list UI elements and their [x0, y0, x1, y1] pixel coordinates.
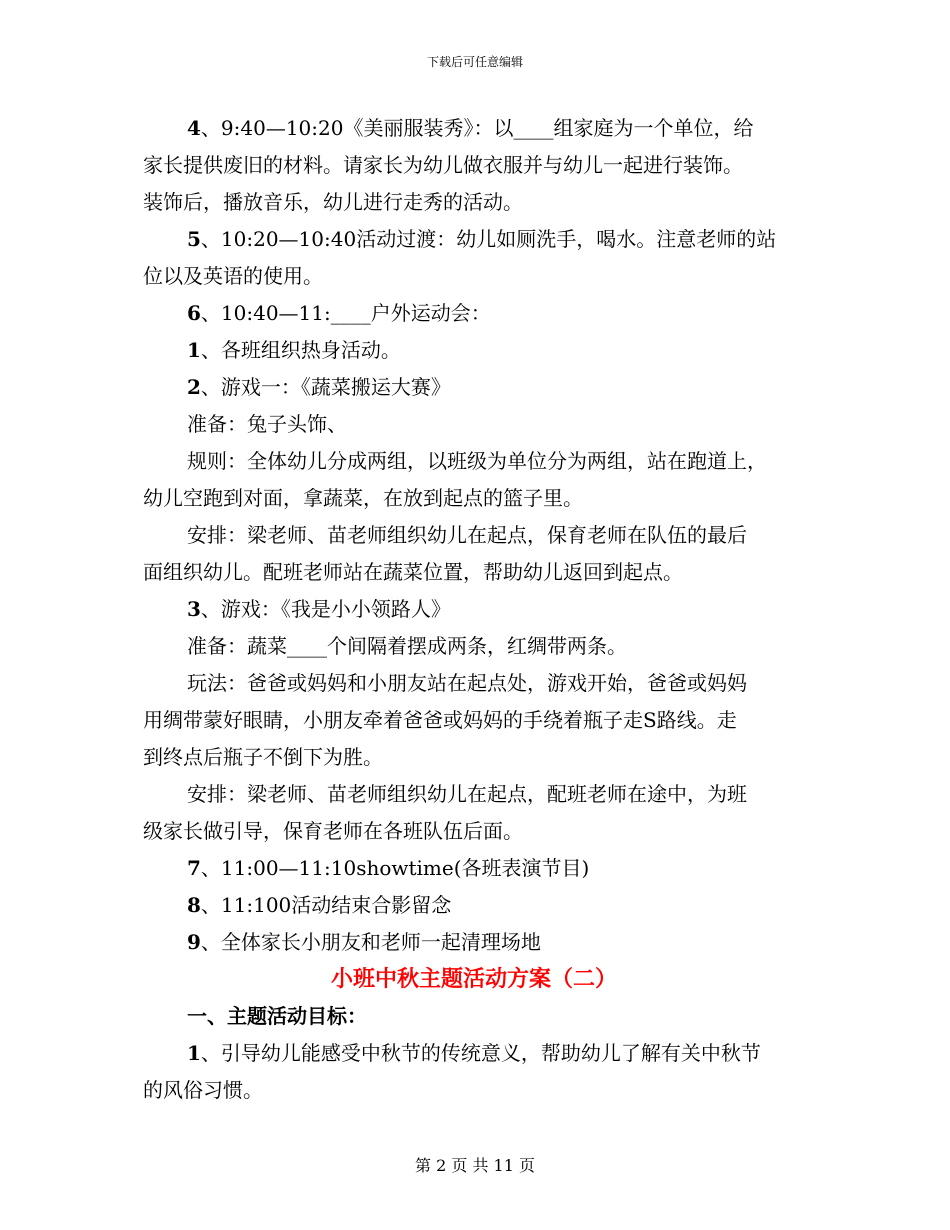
- document-body: [143, 110, 805, 1109]
- line-text: 、游戏：《我是小小领路人》: [200, 597, 451, 621]
- text-line: [143, 887, 805, 924]
- line-text: 家长提供废旧的材料。请家长为幼儿做衣服并与幼儿一起进行装饰。: [143, 153, 743, 177]
- line-text: 规则：全体幼儿分成两组，以班级为单位分为两组，站在跑道上，: [187, 449, 767, 473]
- text-line: [143, 1035, 805, 1072]
- line-text: 到终点后瓶子不倒下为胜。: [143, 745, 383, 769]
- text-line: [143, 406, 805, 443]
- text-line: [143, 184, 805, 221]
- text-line: [143, 1072, 805, 1109]
- line-text: 用绸带蒙好眼睛，小朋友牵着爸爸或妈妈的手绕着瓶子走S路线。走: [143, 708, 737, 732]
- item-number: 8: [187, 893, 201, 917]
- line-text: 、11:100活动结束合影留念: [200, 893, 452, 917]
- line-text: 幼儿空跑到对面，拿蔬菜，在放到起点的篮子里。: [143, 486, 583, 510]
- text-line: [143, 369, 805, 406]
- text-line: [143, 332, 805, 369]
- text-line: [143, 147, 805, 184]
- page-header: 下载后可任意编辑: [426, 55, 523, 69]
- section-heading: 一、主题活动目标：: [187, 1004, 367, 1028]
- line-text: 安排：梁老师、苗老师组织幼儿在起点，保育老师在队伍的最后: [187, 523, 747, 547]
- text-line: [143, 480, 805, 517]
- text-line: [143, 739, 805, 776]
- item-number: 4: [187, 116, 201, 140]
- paragraph-lines: [143, 110, 805, 961]
- item-number: 3: [187, 597, 201, 621]
- line-text: 安排：梁老师、苗老师组织幼儿在起点，配班老师在途中，为班: [187, 782, 747, 806]
- line-text: 玩法：爸爸或妈妈和小朋友站在起点处，游戏开始，爸爸或妈妈: [187, 671, 747, 695]
- line-text: 准备：蔬菜____个间隔着摆成两条，红绸带两条。: [187, 634, 627, 658]
- text-line: [143, 924, 805, 961]
- text-line: [143, 221, 805, 258]
- page-footer: 第 2 页 共 11 页: [415, 1156, 535, 1175]
- item-number: 7: [187, 856, 201, 880]
- item-number: 6: [187, 301, 201, 325]
- line-text: 级家长做引导，保育老师在各班队伍后面。: [143, 819, 523, 843]
- item-number: 1: [187, 1041, 201, 1065]
- text-line: [143, 591, 805, 628]
- text-line: [143, 110, 805, 147]
- line-text: 、游戏一：《蔬菜搬运大赛》: [200, 375, 451, 399]
- line-text: 位以及英语的使用。: [143, 264, 323, 288]
- line-text: 、全体家长小朋友和老师一起清理场地: [200, 930, 541, 954]
- text-line: [143, 258, 805, 295]
- tail-lines: [143, 1035, 805, 1109]
- text-line: [143, 628, 805, 665]
- section-title: 小班中秋主题活动方案（二）: [330, 966, 617, 992]
- text-line: [143, 702, 805, 739]
- line-text: 、引导幼儿能感受中秋节的传统意义，帮助幼儿了解有关中秋节: [200, 1041, 761, 1065]
- line-text: 准备：兔子头饰、: [187, 412, 347, 436]
- item-number: 1: [187, 338, 201, 362]
- text-line: [143, 517, 805, 554]
- item-number: 9: [187, 930, 201, 954]
- line-text: 面组织幼儿。配班老师站在蔬菜位置，帮助幼儿返回到起点。: [143, 560, 683, 584]
- text-line: [143, 776, 805, 813]
- line-text: 、9:40—10:20《美丽服装秀》：以____组家庭为一个单位，给: [200, 116, 754, 140]
- text-line: [143, 295, 805, 332]
- line-text: 、10:20—10:40活动过渡：幼儿如厕洗手，喝水。注意老师的站: [200, 227, 777, 251]
- text-line: [143, 665, 805, 702]
- line-text: 装饰后，播放音乐，幼儿进行走秀的活动。: [143, 190, 523, 214]
- line-text: 、10:40—11:____户外运动会：: [200, 301, 491, 325]
- line-text: 、各班组织热身活动。: [200, 338, 401, 362]
- text-line: [143, 554, 805, 591]
- text-line: [143, 850, 805, 887]
- item-number: 2: [187, 375, 201, 399]
- text-line: [143, 443, 805, 480]
- text-line: [143, 813, 805, 850]
- line-text: 、11:00—11:10showtime(各班表演节目): [200, 856, 590, 880]
- line-text: 的风俗习惯。: [143, 1078, 263, 1102]
- item-number: 5: [187, 227, 201, 251]
